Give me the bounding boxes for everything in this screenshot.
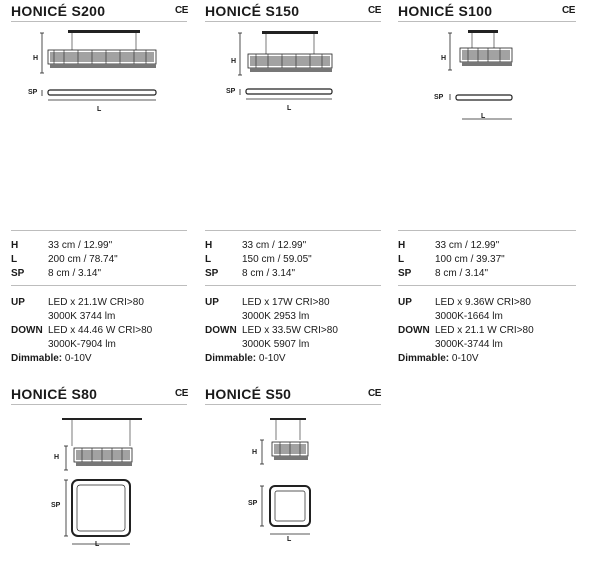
spec-row — [205, 267, 312, 281]
down-line: LED x 21.1 W CRI>80 — [435, 325, 534, 336]
product-title-s50: HONICÉ S50 — [205, 386, 292, 402]
divider — [398, 230, 576, 231]
spec-value: 8 cm / 3.14" — [242, 268, 296, 279]
s200-lighting-specs — [11, 296, 152, 366]
s150-lighting-specs — [205, 296, 338, 366]
dimension-label-l: L — [287, 105, 292, 112]
s100-dimensions-table — [398, 239, 505, 281]
up-line: LED x 21.1W CRI>80 — [48, 297, 144, 308]
down-label: DOWN — [398, 325, 430, 336]
ce-mark-icon: CE — [175, 388, 188, 399]
ce-mark-icon: CE — [562, 5, 575, 16]
up-line: 3000K 3744 lm — [48, 311, 116, 322]
ce-mark-icon: CE — [175, 5, 188, 16]
up-label: UP — [398, 297, 412, 308]
up-line: 3000K-1664 lm — [435, 311, 503, 322]
dimension-label-sp: SP — [28, 89, 38, 96]
divider — [205, 21, 381, 22]
ce-mark-icon: CE — [368, 388, 381, 399]
dimension-label-h: H — [252, 449, 258, 456]
s200-top-view-drawing — [40, 88, 160, 102]
spec-row — [11, 267, 118, 281]
s200-front-view-drawing — [40, 28, 160, 76]
dimension-label-sp: SP — [434, 94, 444, 101]
s150-top-view-drawing — [238, 87, 338, 101]
product-title-s200: HONICÉ S200 — [11, 3, 106, 19]
down-label: DOWN — [11, 325, 43, 336]
spec-row — [205, 253, 312, 267]
down-line: LED x 44.46 W CRI>80 — [48, 325, 153, 336]
spec-label: SP — [398, 268, 412, 279]
divider — [398, 285, 576, 286]
ce-mark-icon: CE — [368, 5, 381, 16]
dimension-label-h: H — [231, 58, 237, 65]
s80-front-view-drawing — [62, 418, 142, 478]
s100-front-view-drawing — [448, 28, 518, 76]
down-label: DOWN — [205, 325, 237, 336]
spec-label: SP — [205, 268, 219, 279]
s50-front-view-drawing — [258, 418, 318, 478]
s200-dimensions-table — [11, 239, 118, 281]
divider — [398, 21, 576, 22]
divider — [205, 230, 381, 231]
dimension-label-l: L — [97, 106, 102, 113]
spec-value: 8 cm / 3.14" — [48, 268, 102, 279]
spec-row — [398, 239, 505, 253]
dimension-label-l: L — [481, 113, 486, 120]
down-line: 3000K-3744 lm — [435, 339, 503, 350]
spec-row — [11, 239, 118, 253]
spec-label: L — [205, 254, 212, 265]
spec-value: 33 cm / 12.99" — [435, 240, 500, 251]
dimension-label-h: H — [33, 55, 39, 62]
spec-label: L — [11, 254, 18, 265]
spec-label: L — [398, 254, 405, 265]
divider — [11, 230, 187, 231]
divider — [11, 21, 187, 22]
dimension-label-sp: SP — [226, 88, 236, 95]
down-line: LED x 33.5W CRI>80 — [242, 325, 338, 336]
spec-value: 33 cm / 12.99" — [242, 240, 307, 251]
spec-label: H — [205, 240, 213, 251]
s50-top-view-drawing — [258, 484, 318, 544]
divider — [205, 404, 381, 405]
dimension-label-sp: SP — [51, 502, 61, 509]
product-title-s100: HONICÉ S100 — [398, 3, 493, 19]
dimmable-label: Dimmable: — [398, 353, 450, 364]
spec-label: SP — [11, 268, 25, 279]
spec-row — [205, 239, 312, 253]
dimension-label-sp: SP — [248, 500, 258, 507]
up-label: UP — [205, 297, 219, 308]
dimmable-label: Dimmable: — [11, 353, 63, 364]
up-line: LED x 9.36W CRI>80 — [435, 297, 531, 308]
product-title-s80: HONICÉ S80 — [11, 386, 98, 402]
spec-row — [398, 267, 505, 281]
spec-value: 8 cm / 3.14" — [435, 268, 489, 279]
spec-value: 33 cm / 12.99" — [48, 240, 113, 251]
dimension-label-l: L — [287, 536, 292, 543]
divider — [11, 285, 187, 286]
spec-value: 200 cm / 78.74" — [48, 254, 118, 265]
divider — [205, 285, 381, 286]
dimension-label-l: L — [95, 541, 100, 548]
s150-front-view-drawing — [238, 30, 338, 78]
dimension-label-h: H — [54, 454, 60, 461]
divider — [11, 404, 187, 405]
spec-label: H — [11, 240, 19, 251]
product-title-s150: HONICÉ S150 — [205, 3, 300, 19]
up-line: 3000K 2953 lm — [242, 311, 310, 322]
dimmable-value: 0-10V — [64, 353, 92, 364]
s100-lighting-specs — [398, 296, 534, 366]
dimmable-label: Dimmable: — [205, 353, 257, 364]
spec-row — [11, 253, 118, 267]
dimension-label-h: H — [441, 55, 447, 62]
spec-label: H — [398, 240, 406, 251]
s150-dimensions-table — [205, 239, 312, 281]
spec-value: 100 cm / 39.37" — [435, 254, 505, 265]
down-line: 3000K-7904 lm — [48, 339, 116, 350]
up-line: LED x 17W CRI>80 — [242, 297, 330, 308]
dimmable-value: 0-10V — [451, 353, 479, 364]
down-line: 3000K 5907 lm — [242, 339, 310, 350]
up-label: UP — [11, 297, 25, 308]
dimmable-value: 0-10V — [258, 353, 286, 364]
s80-top-view-drawing — [62, 478, 142, 548]
spec-row — [398, 253, 505, 267]
spec-value: 150 cm / 59.05" — [242, 254, 312, 265]
